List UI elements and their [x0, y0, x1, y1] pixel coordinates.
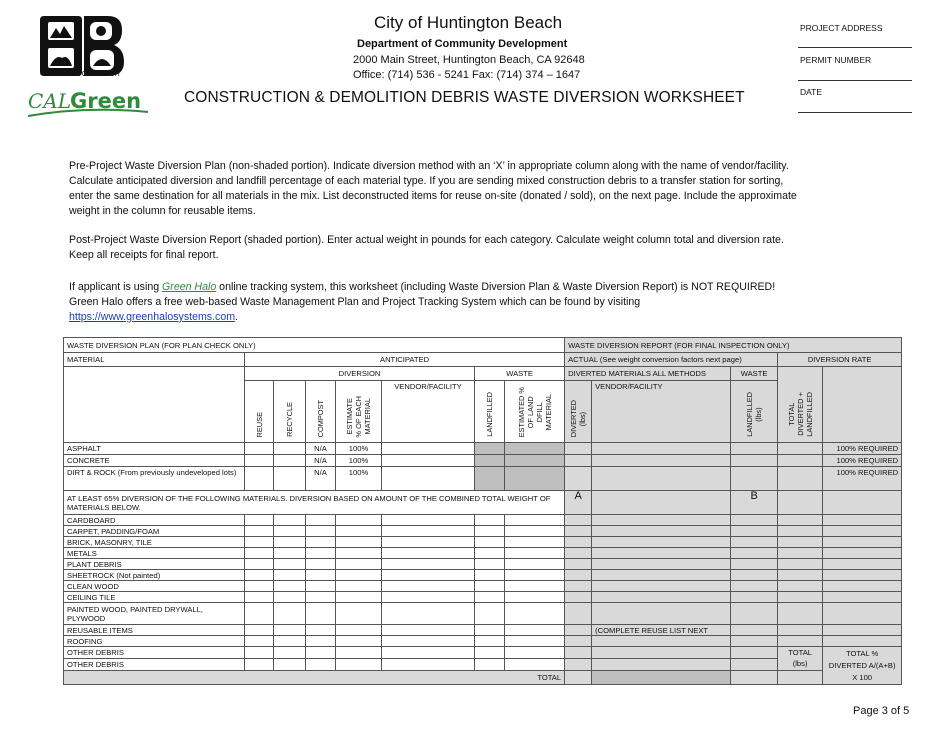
table-subheader-row [64, 353, 902, 367]
compost-column-header: COMPOST [306, 381, 336, 443]
permit-number-label: PERMIT NUMBER [800, 55, 872, 65]
waste-report-header: WASTE [731, 367, 778, 381]
total-b-label: B [731, 491, 778, 515]
diverted-lbs-column-header: DIVERTED (lbs) [565, 381, 592, 443]
table-row: PAINTED WOOD, PAINTED DRYWALL, PLYWOOD [64, 603, 902, 625]
table-group-row [64, 367, 902, 381]
estimate-column-header: ESTIMATE % OF EACH MATERIAL [336, 381, 382, 443]
required-badge: 100% REQUIRED [823, 443, 902, 455]
table-row: SHEETROCK (Not painted) [64, 570, 902, 581]
table-row: CARPET, PADDING/FOAM [64, 526, 902, 537]
department-phone: Office: (714) 536 - 5241 Fax: (714) 374 – 1647 [353, 69, 581, 81]
city-name: City of Huntington Beach [374, 13, 563, 32]
table-row: CLEAN WOOD [64, 581, 902, 592]
table-row: DIRT & ROCK (From previously undeveloped lots) N/A 100% 100% REQUIRED [64, 467, 902, 491]
table-row: REUSABLE ITEMS (COMPLETE REUSE LIST NEXT [64, 625, 902, 636]
section-65-row [64, 491, 902, 515]
report-header: WASTE DIVERSION REPORT (FOR FINAL INSPECTION ONLY) [565, 338, 902, 353]
pre-project-instructions: Pre-Project Waste Diversion Plan (non-shaded portion). Indicate diversion method with an ‘X’ in appropriate column along with the name of vendor/facility. Calculate anticipated diversion and landfill percentage of each material type. If you are sending mixed construction debris to a transfer station for sorting, enter the same destination for all materials in the mix. List deconstructed items for reuse on-site (donated / sold), on the next page. Include the approximate weight in the column for reusable items. [69, 160, 797, 217]
total-row [64, 670, 902, 684]
material-asphalt: ASPHALT [64, 443, 245, 455]
table-row: CONCRETE N/A 100% 100% REQUIRED [64, 455, 902, 467]
huntington-beach-logo [38, 14, 124, 78]
green-halo-suffix: online tracking system, this worksheet (including Waste Diversion Plan & Waste Diversion Report) is NOT REQUIRED! Green Halo offers a free web-based Waste Management Plan and Project Tracking System which can be found by visiting [69, 281, 776, 308]
landfilled-lbs-column-header: LANDFILLED (lbs) [731, 381, 778, 443]
post-project-instructions: Post-Project Waste Diversion Report (shaded portion). Enter actual weight in pounds for each category. Calculate weight column total and diversion rate. Keep all receipts for final report. [69, 234, 784, 261]
complete-reuse-note: (COMPLETE REUSE LIST NEXT [592, 625, 731, 636]
department-address: 2000 Main Street, Huntington Beach, CA 92648 [353, 54, 585, 66]
table-row: PLANT DEBRIS [64, 559, 902, 570]
total-label: TOTAL [64, 670, 565, 684]
date-label: DATE [800, 87, 823, 97]
recycle-column-header: RECYCLE [274, 381, 306, 443]
diverted-all-header: DIVERTED MATERIALS ALL METHODS [565, 367, 731, 381]
total-lbs-label: TOTAL (lbs) [778, 647, 823, 671]
svg-text:Green: Green [70, 89, 142, 113]
page-title: CONSTRUCTION & DEMOLITION DEBRIS WASTE DIVERSION WORKSHEET [184, 89, 745, 106]
green-halo-link[interactable]: Green Halo [162, 281, 217, 293]
required-badge: 100% REQUIRED [823, 455, 902, 467]
total-pct-label: TOTAL % DIVERTED A/(A+B) X 100 [823, 647, 902, 685]
total-column-header: TOTAL DIVERTED + LANDFILLED [778, 367, 823, 443]
calgreen-logo [26, 82, 150, 120]
section-65-note: AT LEAST 65% DIVERSION OF THE FOLLOWING MATERIALS. DIVERSION BASED ON AMOUNT OF THE COMBINED TOTAL WEIGHT OF MATERIALS BELOW. [64, 491, 565, 515]
diversion-header: DIVERSION [245, 367, 475, 381]
permit-number-field[interactable] [798, 80, 912, 81]
table-row: BRICK, MASONRY, TILE [64, 537, 902, 548]
page-number: Page 3 of 5 [853, 705, 910, 717]
waste-header: WASTE [475, 367, 565, 381]
logo-caption: HUNTINGTON BEACH [44, 71, 120, 78]
waste-diversion-table [63, 337, 902, 685]
table-row: CARDBOARD [64, 515, 902, 526]
est-landfill-column-header: ESTIMATED % OF LAND DFILL MATERIAL [505, 381, 565, 443]
table-row: OTHER DEBRIS TOTAL (lbs) TOTAL % DIVERTED A/(A+B) X 100 [64, 647, 902, 659]
green-halo-notice [69, 280, 799, 325]
project-address-field[interactable] [798, 47, 912, 48]
diversion-rate-header: DIVERSION RATE [778, 353, 902, 367]
material-header: MATERIAL [64, 353, 245, 367]
landfilled-column-header: LANDFILLED [475, 381, 505, 443]
table-row: OTHER DEBRIS [64, 658, 902, 670]
project-address-label: PROJECT ADDRESS [800, 23, 883, 33]
table-header-row [64, 338, 902, 353]
plan-header: WASTE DIVERSION PLAN (FOR PLAN CHECK ONLY) [64, 338, 565, 353]
table-row: ROOFING [64, 636, 902, 647]
svg-text:CAL: CAL [28, 89, 72, 113]
green-halo-url-link[interactable]: https://www.greenhalosystems.com [69, 310, 236, 323]
table-row: METALS [64, 548, 902, 559]
actual-header: ACTUAL (See weight conversion factors next page) [565, 353, 778, 367]
date-field[interactable] [798, 112, 912, 113]
table-row: ASPHALT N/A 100% 100% REQUIRED [64, 443, 902, 455]
vendor-facility-report-header: VENDOR/FACILITY [592, 381, 731, 443]
anticipated-header: ANTICIPATED [245, 353, 565, 367]
reuse-column-header: REUSE [245, 381, 274, 443]
url-suffix: . [235, 310, 238, 323]
table-row: CEILING TILE [64, 592, 902, 603]
green-halo-prefix: If applicant is using [69, 281, 163, 293]
material-dirt-rock: DIRT & ROCK (From previously undeveloped lots) [64, 467, 245, 491]
material-concrete: CONCRETE [64, 455, 245, 467]
total-a-label: A [565, 491, 592, 515]
department-name: Department of Community Development [357, 38, 568, 50]
required-badge: 100% REQUIRED [823, 467, 902, 491]
vendor-facility-header: VENDOR/FACILITY [382, 381, 475, 443]
